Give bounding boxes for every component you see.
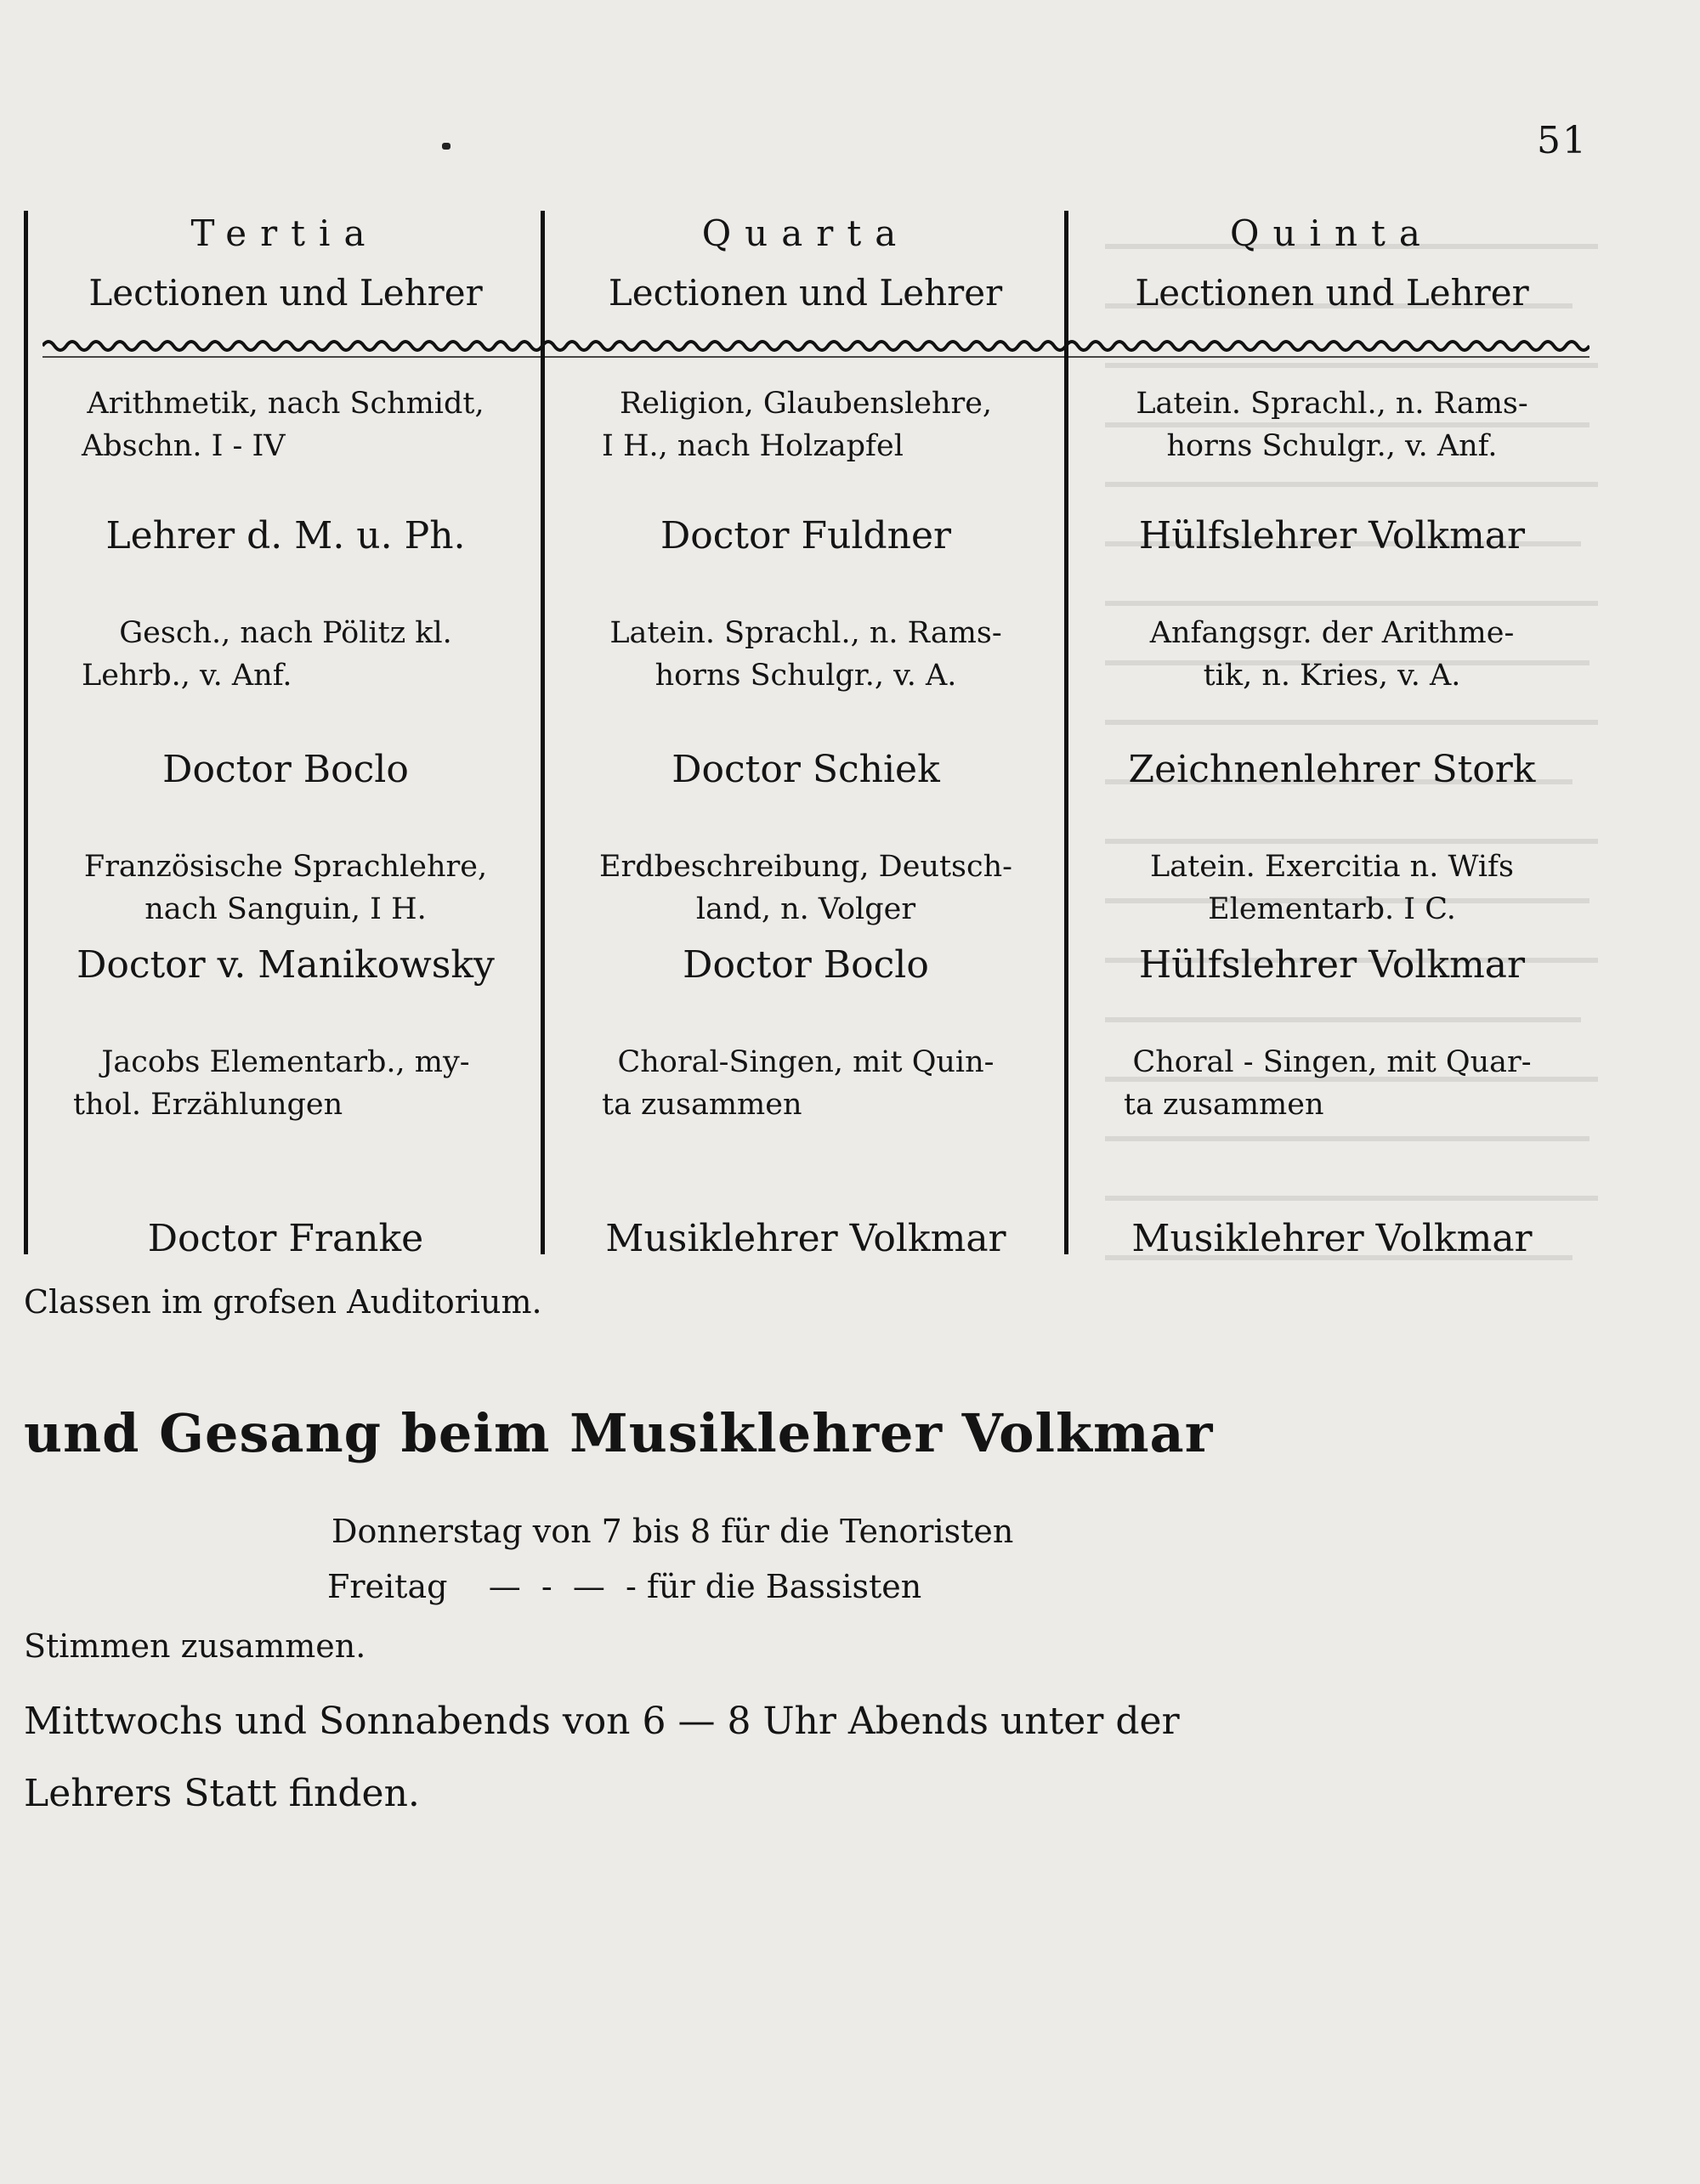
schedule-line-2: Freitag — - — - für die Bassisten xyxy=(327,1568,922,1605)
lesson-line: Latein. Sprachl., n. Rams- xyxy=(1136,387,1528,421)
lesson-line: Lehrb., v. Anf. xyxy=(82,659,292,693)
lesson-quarta-3 xyxy=(551,846,1061,931)
lesson-tertia-1 xyxy=(31,382,541,467)
lesson-quinta-1 xyxy=(1073,382,1591,467)
classes-note: Classen im grofsen Auditorium. xyxy=(24,1283,542,1321)
lesson-line: Religion, Glaubenslehre, xyxy=(619,387,993,421)
teacher-quarta-4: Musiklehrer Volkmar xyxy=(605,1217,1006,1260)
lesson-line: Choral-Singen, mit Quin- xyxy=(617,1045,994,1079)
header-tertia-sub: Lectionen und Lehrer xyxy=(88,272,483,314)
teacher-tertia-4: Doctor Franke xyxy=(147,1217,424,1260)
lesson-line: Latein. Exercitia n. Wifs xyxy=(1150,850,1514,884)
lesson-line: land, n. Volger xyxy=(695,892,916,926)
wavy-divider xyxy=(42,336,1590,361)
teacher-quinta-2: Zeichnenlehrer Stork xyxy=(1128,748,1536,791)
voices-note: Stimmen zusammen. xyxy=(24,1627,366,1665)
teacher-quarta-3: Doctor Boclo xyxy=(683,943,929,987)
lesson-line: nach Sanguin, I H. xyxy=(144,892,427,926)
lesson-line: Choral - Singen, mit Quar- xyxy=(1132,1045,1532,1079)
table-rule-1 xyxy=(541,211,545,1254)
lesson-tertia-2 xyxy=(31,612,541,697)
lesson-line: Erdbeschreibung, Deutsch- xyxy=(598,850,1012,884)
closing-line-2: Lehrers Statt finden. xyxy=(24,1772,420,1815)
schedule-line-1: Donnerstag von 7 bis 8 für die Tenoristen xyxy=(332,1513,1014,1550)
header-quinta: Quinta xyxy=(1230,212,1434,254)
table-left-rule xyxy=(24,211,28,1254)
lesson-line: Arithmetik, nach Schmidt, xyxy=(87,387,484,421)
teacher-tertia-3: Doctor v. Manikowsky xyxy=(76,943,495,987)
section-heading: und Gesang beim Musiklehrer Volkmar xyxy=(24,1402,1214,1464)
lesson-line: Abschn. I - IV xyxy=(82,429,286,463)
page-number: 51 xyxy=(1537,119,1588,162)
lesson-quarta-1 xyxy=(551,382,1061,467)
lesson-line: tik, n. Kries, v. A. xyxy=(1203,659,1461,693)
lesson-line: Jacobs Elementarb., my- xyxy=(101,1045,470,1079)
teacher-quinta-3: Hülfslehrer Volkmar xyxy=(1138,943,1526,987)
lesson-line: ta zusammen xyxy=(602,1088,802,1122)
teacher-tertia-1: Lehrer d. M. u. Ph. xyxy=(105,514,466,557)
header-quinta-sub: Lectionen und Lehrer xyxy=(1135,272,1529,314)
header-quarta-sub: Lectionen und Lehrer xyxy=(608,272,1003,314)
lesson-tertia-3 xyxy=(31,846,541,931)
lesson-line: I H., nach Holzapfel xyxy=(602,429,904,463)
lesson-line: Anfangsgr. der Arithme- xyxy=(1149,616,1515,650)
teacher-quinta-1: Hülfslehrer Volkmar xyxy=(1138,514,1526,557)
lesson-line: Elementarb. I C. xyxy=(1208,892,1456,926)
lesson-tertia-4 xyxy=(31,1041,541,1126)
lesson-line: Gesch., nach Pölitz kl. xyxy=(119,616,452,650)
lesson-quinta-3 xyxy=(1073,846,1591,931)
table-rule-2 xyxy=(1064,211,1068,1254)
lesson-line: Französische Sprachlehre, xyxy=(83,850,488,884)
lesson-quinta-2 xyxy=(1073,612,1591,697)
teacher-tertia-2: Doctor Boclo xyxy=(162,748,409,791)
lesson-line: ta zusammen xyxy=(1124,1088,1324,1122)
lesson-line: horns Schulgr., v. Anf. xyxy=(1166,429,1498,463)
header-quarta: Quarta xyxy=(701,212,910,254)
teacher-quinta-4: Musiklehrer Volkmar xyxy=(1131,1217,1533,1260)
lesson-line: Latein. Sprachl., n. Rams- xyxy=(609,616,1002,650)
ink-speck xyxy=(442,143,450,150)
lesson-line: thol. Erzählungen xyxy=(73,1088,343,1122)
teacher-quarta-1: Doctor Fuldner xyxy=(660,514,952,557)
lesson-quarta-4 xyxy=(551,1041,1061,1126)
lesson-quarta-2 xyxy=(551,612,1061,697)
lesson-quinta-4 xyxy=(1073,1041,1591,1126)
closing-line-1: Mittwochs und Sonnabends von 6 — 8 Uhr Abends unter der xyxy=(24,1700,1180,1743)
lesson-line: horns Schulgr., v. A. xyxy=(654,659,957,693)
header-tertia: Tertia xyxy=(190,212,379,254)
teacher-quarta-2: Doctor Schiek xyxy=(672,748,940,791)
